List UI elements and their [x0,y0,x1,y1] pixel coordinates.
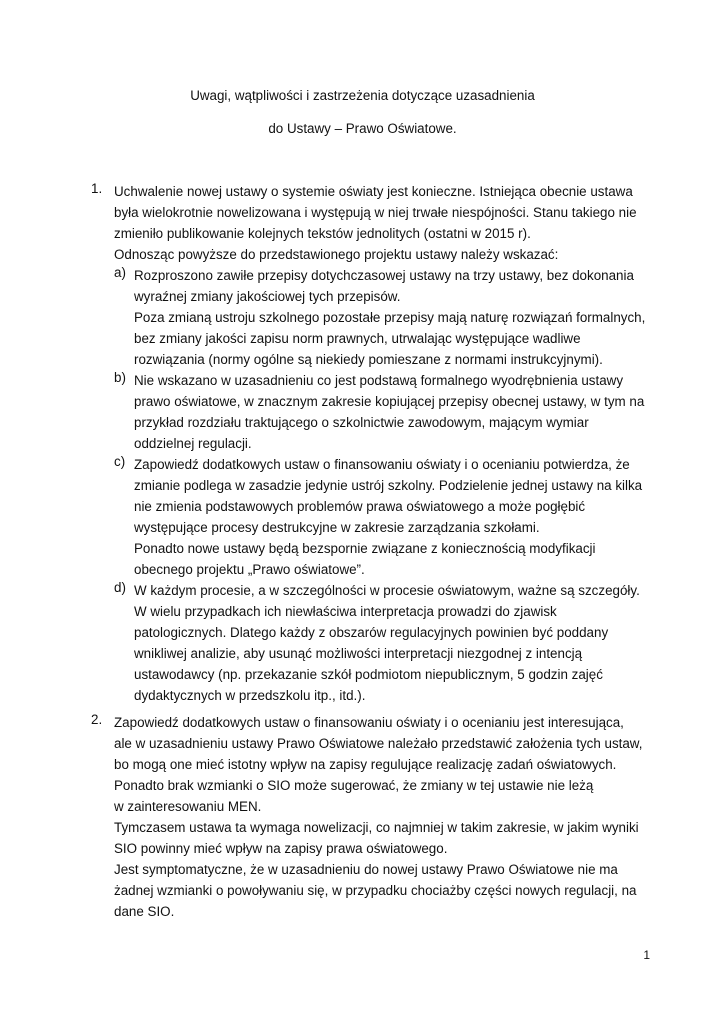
point-2-line: SIO powinny mieć wpływ na zapisy prawa oświatowego. [114,841,448,856]
sub-point-b-line: przykład rozdziału traktującego o szkolnictwie zawodowym, mającym wymiar [134,415,589,430]
point-1-number: 1. [91,181,103,196]
point-1-line: była wielokrotnie nowelizowana i występują w niej trwałe niespójności. Stanu takiego nie [114,205,637,220]
document-title-line-1: Uwagi, wątpliwości i zastrzeżenia dotyczące uzasadnienia [190,88,535,103]
sub-point-d-line: dydaktycznych w przedszkolu itp., itd.). [134,688,366,703]
sub-point-c-line: nie zmienia podstawowych problemów prawa oświatowego a może pogłębić [134,499,586,514]
point-1-line: Odnosząc powyższe do przedstawionego projektu ustawy należy wskazać: [114,247,559,262]
point-2-line: Zapowiedź dodatkowych ustaw o finansowaniu oświaty i o ocenianiu jest interesująca, [114,715,624,730]
sub-point-a-line: Rozproszono zawiłe przepisy dotychczasowej ustawy na trzy ustawy, bez dokonania [134,268,634,283]
sub-point-c-line: Ponadto nowe ustawy będą bezspornie związane z koniecznością modyfikacji [134,541,596,556]
sub-point-d-line: ustawodawcy (np. przekazanie szkół podmiotom niepublicznym, 5 godzin zajęć [134,667,603,682]
sub-point-d-line: W każdym procesie, a w szczególności w procesie oświatowym, ważne są szczegóły. [134,583,640,598]
point-2-line: w zainteresowaniu MEN. [114,799,262,814]
point-2-number: 2. [91,712,103,727]
point-2-line: Jest symptomatyczne, że w uzasadnieniu do nowej ustawy Prawo Oświatowe nie ma [114,862,618,877]
sub-point-d-letter: d) [114,580,126,595]
point-2-line: dane SIO. [114,904,175,919]
sub-point-d-line: wnikliwej analizie, aby usunąć możliwości interpretacji niezgodnej z intencją [134,646,583,661]
sub-point-c-line: obecnego projektu „Prawo oświatowe”. [134,562,365,577]
sub-point-b-line: Nie wskazano w uzasadnieniu co jest podstawą formalnego wyodrębnienia ustawy [134,373,624,388]
point-2-line: ale w uzasadnieniu ustawy Prawo Oświatowe należało przedstawić założenia tych ustaw, [114,736,643,751]
point-1-line: zmieniło publikowanie kolejnych tekstów jednolitych (ostatni w 2015 r). [114,226,531,241]
sub-point-c-line: zmianie podlega w zasadzie jedynie ustrój szkolny. Podzielenie jednej ustawy na kilka [134,478,643,493]
sub-point-d-line: W wielu przypadkach ich niewłaściwa interpretacja prowadzi do zjawisk [134,604,557,619]
sub-point-a-line: rozwiązania (normy ogólne są niekiedy pomieszane z normami instrukcyjnymi). [134,352,603,367]
sub-point-d-line: patologicznych. Dlatego każdy z obszarów regulacyjnych powinien być poddany [134,625,609,640]
sub-point-a-line: Poza zmianą ustroju szkolnego pozostałe przepisy mają naturę rozwiązań formalnych, [134,310,646,325]
sub-point-c-line: występujące procesy destrukcyjne w zakresie zarządzania szkołami. [134,520,540,535]
sub-point-b-letter: b) [114,370,126,385]
page-number: 1 [643,948,650,962]
point-2-line: bo mogą one mieć istotny wpływ na zapisy regulujące realizację zadań oświatowych. [114,757,617,772]
sub-point-b-line: oddzielnej regulacji. [134,436,252,451]
point-2-line: Ponadto brak wzmianki o SIO może sugerować, że zmiany w tej ustawie nie leżą [114,778,594,793]
document-title-line-2: do Ustawy – Prawo Oświatowe. [268,121,457,136]
sub-point-c-line: Zapowiedź dodatkowych ustaw o finansowaniu oświaty i o ocenianiu potwierdza, że [134,457,630,472]
sub-point-a-letter: a) [114,265,126,280]
point-1-line: Uchwalenie nowej ustawy o systemie oświaty jest konieczne. Istniejąca obecnie ustawa [114,184,633,199]
sub-point-a-line: bez zmiany jakości zapisu norm prawnych, utrwalając występujące wadliwe [134,331,581,346]
point-2-line: Tymczasem ustawa ta wymaga nowelizacji, co najmniej w takim zakresie, w jakim wyniki [114,820,639,835]
sub-point-b-line: prawo oświatowe, w znacznym zakresie kopiującej przepisy obecnej ustawy, w tym na [134,394,645,409]
sub-point-c-letter: c) [114,454,126,469]
sub-point-a-line: wyraźnej zmiany jakościowej tych przepisów. [134,289,401,304]
point-2-line: żadnej wzmianki o powoływaniu się, w przypadku chociażby części nowych regulacji, na [114,883,637,898]
